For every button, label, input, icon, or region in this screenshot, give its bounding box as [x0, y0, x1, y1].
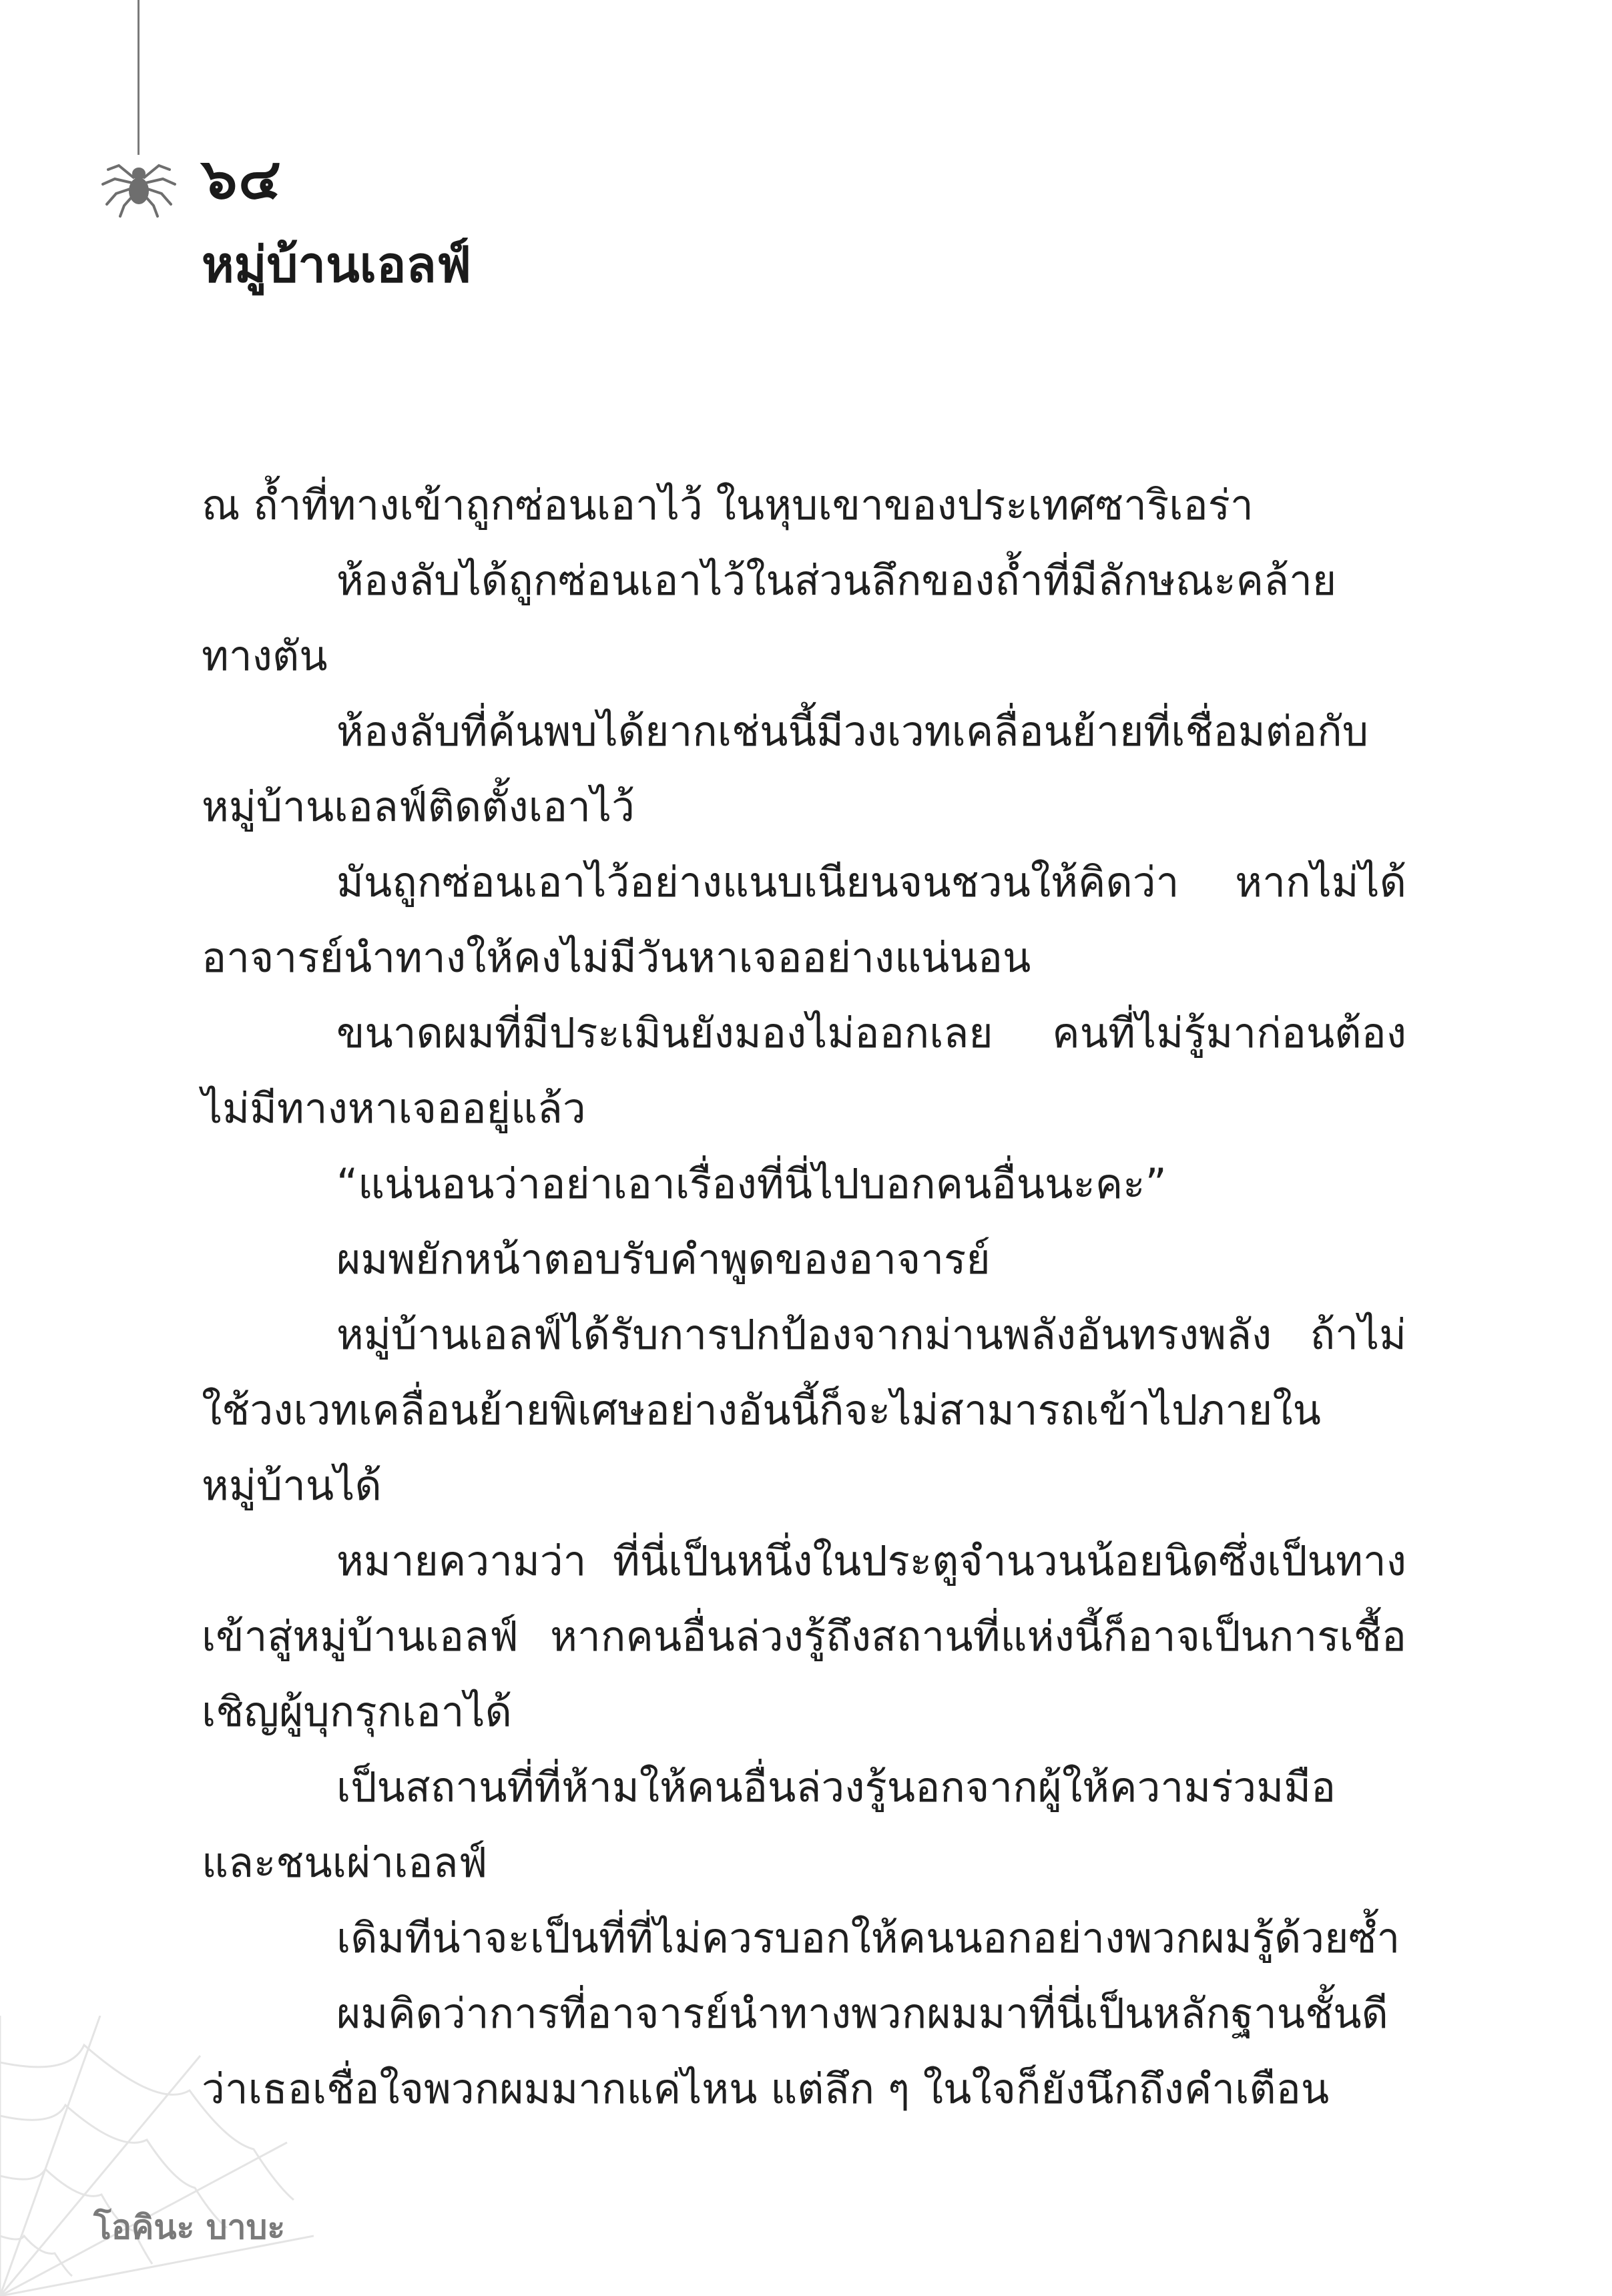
paragraph: ณ ถ้ำที่ทางเข้าถูกซ่อนเอาไว้ ในหุบเขาของประเทศซาริเอร่า — [202, 481, 1254, 529]
paragraph: ห้องลับที่ค้นพบได้ยากเช่นนี้มีวงเวทเคลื่อนย้ายที่เชื่อมต่อกับหมู่บ้านเอลฟ์ติดตั้งเอาไว้ — [202, 707, 1369, 831]
paragraph: ขนาดผมที่มีประเมินยังมองไม่ออกเลย คนที่ไม่รู้มาก่อนต้องไม่มีทางหาเจออยู่แล้ว — [202, 1009, 1406, 1133]
spider-web-icon — [0, 2016, 314, 2296]
footer-author: โอคินะ บาบะ — [93, 2208, 286, 2247]
paragraph: มันถูกซ่อนเอาไว้อย่างแนบเนียนจนชวนให้คิดว่า หากไม่ได้อาจารย์นำทางให้คงไม่มีวันหาเจออย่างแน่นอน — [202, 858, 1406, 982]
spider-thread — [138, 0, 140, 155]
chapter-title: หมู่บ้านเอลฟ์ — [202, 236, 472, 294]
paragraph: หมายความว่า ที่นี่เป็นหนึ่งในประตูจำนวนน้อยนิดซึ่งเป็นทางเข้าสู่หมู่บ้านเอลฟ์ หากคนอื่นล่วงรู้ถึงสถานที่แห่งนี้ก็อาจเป็นการเชื้อเชิญผู้บุกรุกเอาได้ — [202, 1536, 1406, 1736]
paragraph: ผมคิดว่าการที่อาจารย์นำทางพวกผมมาที่นี่เป็นหลักฐานชั้นดีว่าเธอเชื่อใจพวกผมมากแค่ไหน แต่ลึก ๆ ในใจก็ยังนึกถึงคำเตือน — [202, 1989, 1388, 2113]
chapter-number: ๖๔ — [202, 146, 282, 212]
paragraph: เป็นสถานที่ที่ห้ามให้คนอื่นล่วงรู้นอกจากผู้ให้ความร่วมมือและชนเผ่าเอลฟ์ — [202, 1763, 1336, 1887]
paragraph: ผมพยักหน้าตอบรับคำพูดของอาจารย์ — [336, 1235, 991, 1283]
body-text — [202, 467, 1406, 2126]
paragraph: เดิมทีน่าจะเป็นที่ที่ไม่ควรบอกให้คนนอกอย่างพวกผมรู้ด้วยซ้ำ — [336, 1914, 1400, 1962]
paragraph: ห้องลับได้ถูกซ่อนเอาไว้ในส่วนลึกของถ้ำที่มีลักษณะคล้ายทางตัน — [202, 556, 1337, 680]
spider-icon — [99, 147, 179, 220]
paragraph: หมู่บ้านเอลฟ์ได้รับการปกป้องจากม่านพลังอันทรงพลัง ถ้าไม่ใช้วงเวทเคลื่อนย้ายพิเศษอย่างอันนี้ก็จะไม่สามารถเข้าไปภายในหมู่บ้านได้ — [202, 1310, 1406, 1510]
paragraph: “แน่นอนว่าอย่าเอาเรื่องที่นี่ไปบอกคนอื่นนะคะ” — [336, 1159, 1167, 1208]
